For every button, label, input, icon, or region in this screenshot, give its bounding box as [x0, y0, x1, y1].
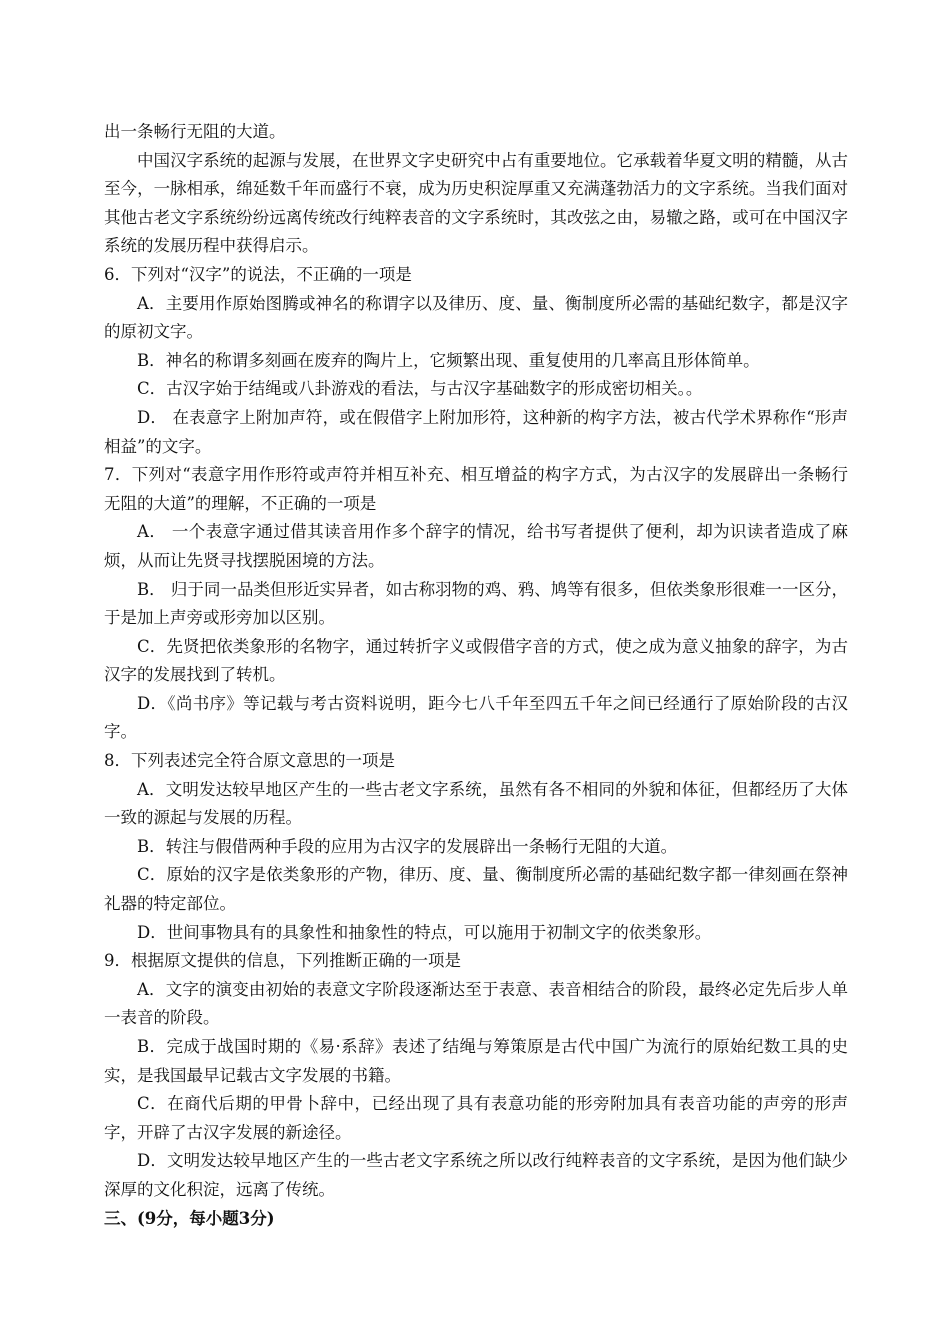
- question-stem: 9．根据原文提供的信息，下列推断正确的一项是: [104, 951, 461, 971]
- document-page: [104, 118, 848, 1233]
- option-a: A．主要用作原始图腾或神名的称谓字以及律历、度、量、衡制度所必需的基础纪数字，都是汉字的原初文字。: [104, 293, 848, 342]
- option-d: D． 在表意字上附加声符，或在假借字上附加形符，这种新的构字方法，被古代学术界称作“形声相益”的文字。: [104, 407, 848, 456]
- option-b: B．神名的称谓多刻画在废弃的陶片上，它频繁出现、重复使用的几率高且形体简单。: [137, 350, 760, 370]
- option-a: A．文明发达较早地区产生的一些古老文字系统，虽然有各不相同的外貌和体征，但都经历了大体一致的源起与发展的历程。: [104, 779, 848, 828]
- question-stem: 8．下列表述完全符合原文意思的一项是: [104, 751, 395, 771]
- question-9: [104, 947, 848, 1204]
- option-c: C．原始的汉字是依类象形的产物，律历、度、量、衡制度所必需的基础纪数字都一律刻画在祭神礼器的特定部位。: [104, 865, 848, 914]
- option-d: D．文明发达较早地区产生的一些古老文字系统之所以改行纯粹表音的文字系统，是因为他们缺少深厚的文化积淀，远离了传统。: [104, 1151, 848, 1199]
- question-8: [104, 747, 848, 947]
- option-b: B．完成于战国时期的《易·系辞》表述了结绳与筹策原是古代中国广为流行的原始纪数工具的史实，是我国最早记载古文字发展的书籍。: [104, 1037, 848, 1085]
- question-stem: 6．下列对“汉字”的说法，不正确的一项是: [104, 264, 412, 284]
- passage-continuation: 出一条畅行无阻的大道。: [104, 122, 286, 141]
- option-d: D．世间事物具有的具象性和抽象性的特点，可以施用于初制文字的依类象形。: [137, 922, 712, 942]
- option-c: C．古汉字始于结绳或八卦游戏的看法，与古汉字基础数字的形成密切相关。。: [137, 379, 703, 399]
- option-a: A．文字的演变由初始的表意文字阶段逐渐达至于表意、表音相结合的阶段，最终必定先后步人单一表音的阶段。: [104, 979, 848, 1028]
- option-c: C．先贤把依类象形的名物字，通过转折字义或假借字音的方式，使之成为意义抽象的辞字，为古汉字的发展找到了转机。: [104, 636, 848, 685]
- passage-paragraph: 中国汉字系统的起源与发展，在世界文字史研究中占有重要地位。它承载着华夏文明的精髓，从古至今，一脉相承，绵延数千年而盛行不衰，成为历史积淀厚重又充满蓬勃活力的文字系统。当我们面对其他古老文字系统纷纷远离传统改行纯粹表音的文字系统时，其改弦之由，易辙之路，或可在中国汉字系统的发展历程中获得启示。: [104, 150, 848, 256]
- question-6: [104, 261, 848, 461]
- option-c: C．在商代后期的甲骨卜辞中，已经出现了具有表意功能的形旁附加具有表音功能的声旁的形声字，开辟了古汉字发展的新途径。: [104, 1094, 848, 1142]
- option-b: B． 归于同一品类但形近实异者，如古称羽物的鸡、鸦、鸠等有很多，但依类象形很难一一区分，于是加上声旁或形旁加以区别。: [104, 579, 848, 628]
- section-heading: 三、(9分，每小题3分): [104, 1208, 275, 1228]
- option-b: B．转注与假借两种手段的应用为古汉字的发展辟出一条畅行无阻的大道。: [137, 836, 678, 856]
- option-a: A． 一个表意字通过借其读音用作多个辞字的情况，给书写者提供了便利，却为识读者造成了麻烦，从而让先贤寻找摆脱困境的方法。: [104, 522, 848, 570]
- question-7: [104, 461, 848, 747]
- question-stem: 7．下列对“表意字用作形符或声符并相互补充、相互增益的构字方式，为古汉字的发展辟出一条畅行无阻的大道”的理解，不正确的一项是: [104, 465, 848, 513]
- option-d: D．《尚书序》等记载与考古资料说明，距今七八千年至四五千年之间已经通行了原始阶段的古汉字。: [104, 693, 848, 742]
